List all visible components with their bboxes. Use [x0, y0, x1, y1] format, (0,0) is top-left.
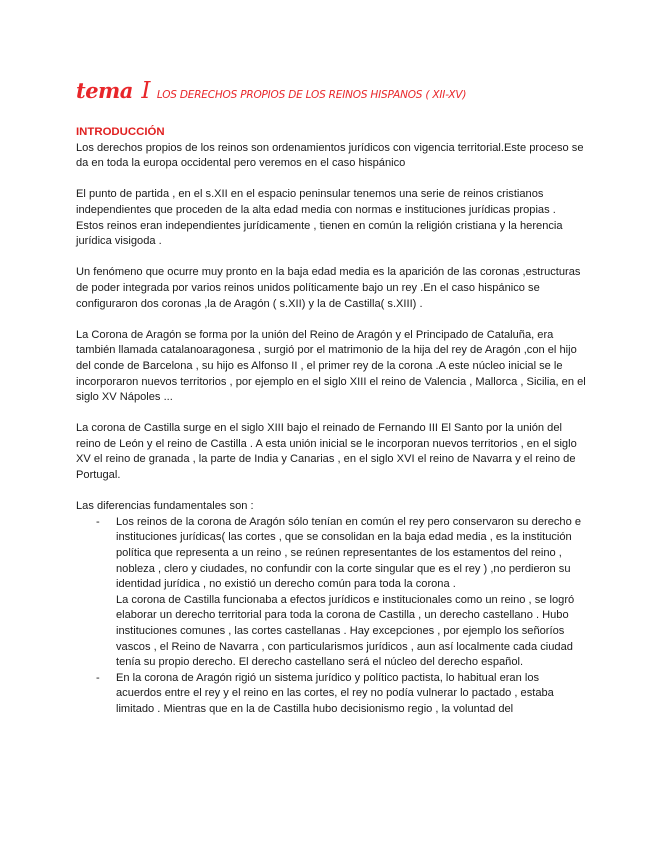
differences-intro: Las diferencias fundamentales son : — [76, 500, 254, 513]
list-item-text: - En la corona de Aragón rigió un sistema jurídico y político pactista, lo habitual eran los acuerdos entre el rey y el reino en las cortes, el rey no podía vulnerar lo pactado , estaba limitado . Mientras que en la de Castilla hubo decisionismo regio , la voluntad del — [116, 671, 554, 715]
section-heading: INTRODUCCIÓN — [76, 126, 165, 138]
title-tema: tema — [76, 78, 133, 103]
paragraph: La Corona de Aragón se forma por la unión del Reino de Aragón y el Principado de Cataluña, era también llamada catalanoaragonesa , surgió por el matrimonio de la hija del rey de Aragón ,con el hijo del conde de Barcelona , su hijo es Alfonso II , el primer rey de la corona .A este núcleo inicial se le incorporaron nuevos territorios , por ejemplo en el siglo XIII el reino de Valencia , Mallorca , Sicilia, en el siglo XV Nápoles ... — [76, 328, 586, 404]
title-subtitle: LOS DERECHOS PROPIOS DE LOS REINOS HISPANOS ( XII-XV) — [156, 89, 467, 101]
differences-list — [76, 515, 586, 718]
document-body — [76, 125, 586, 718]
paragraph: La corona de Castilla surge en el siglo XIII bajo el reinado de Fernando III El Santo por la unión del reino de León y el reino de Castilla . A esta unión inicial se le incorporan nuevos territorios , en el siglo XV el reino de granada , la parte de India y Canarias , en el siglo XVI el reino de Navarra y el reino de Portugal. — [76, 422, 577, 482]
list-item-continuation: La corona de Castilla funcionaba a efectos jurídicos e institucionales como un reino , se logró elaborar un derecho territorial para toda la corona de Castilla , un derecho castellano . Hubo instituciones comunes , las cortes castellanas . Hay excepciones , por ejemplo los señoríos vascos , el Reino de Navarra , con particularismos jurídicos , aun así localmente cada ciudad tenía su propio derecho. El derecho castellano será el núcleo del derecho español. — [116, 593, 575, 669]
paragraph: Un fenómeno que ocurre muy pronto en la baja edad media es la aparición de las coronas ,estructuras de poder integrada por varios reinos unidos políticamente bajo un rey .En el caso hispánico se configuraron dos coronas ,la de Aragón ( s.XII) y la de Castilla( s.XIII) . — [76, 266, 581, 310]
title-number: I — [141, 78, 151, 104]
document-title — [76, 78, 466, 104]
paragraph: El punto de partida , en el s.XII en el espacio peninsular tenemos una serie de reinos cristianos independientes que proceden de la alta edad media con normas e instituciones jurídicas propias . Estos reinos eran independientes jurídicamente , tienen en común la religión cristiana y la herencia jurídica visigoda . — [76, 188, 563, 248]
list-item — [76, 671, 586, 718]
list-item-text: - Los reinos de la corona de Aragón sólo tenían en común el rey pero conservaron su derecho e instituciones jurídicas( las cortes , que se consolidan en la baja edad media , es la institución política que representa a un reino , se reúnen representantes de los estamentos del reino , nobleza , clero y ciudades, no confundir con la corte singular que es el rey ) ,no perdieron su identidad jurídica , no existió un derecho común para toda la corona . — [116, 515, 582, 591]
paragraph: Los derechos propios de los reinos son ordenamientos jurídicos con vigencia territorial.Este proceso se da en toda la europa occidental pero veremos en el caso hispánico — [76, 141, 584, 170]
list-item — [76, 515, 586, 671]
